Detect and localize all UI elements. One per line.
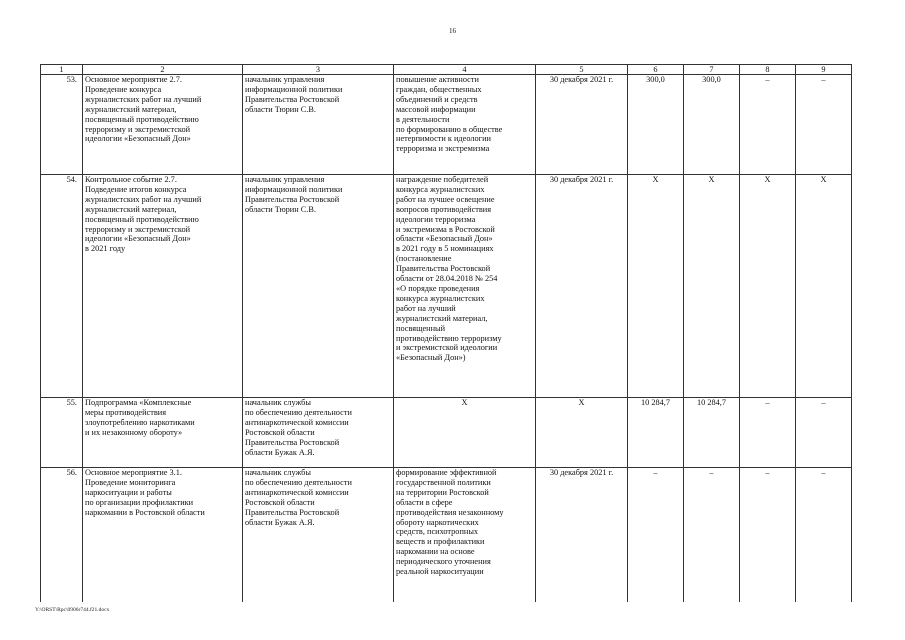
expected-result: повышение активности граждан, общественных объединений и средств массовой информации в деятельности по формированию в обществе нетерпимости к идеологии терроризма и экстремизма: [394, 75, 536, 175]
table-row: [41, 75, 852, 175]
column-header: 2: [83, 65, 243, 75]
row-number: 56.: [41, 468, 83, 603]
value-col-6: Х: [628, 175, 684, 398]
column-header: 9: [796, 65, 852, 75]
row-number: 55.: [41, 398, 83, 468]
column-header: 6: [628, 65, 684, 75]
deadline: 30 декабря 2021 г.: [536, 468, 628, 603]
table-header-row: [41, 65, 852, 75]
measures-table: [40, 64, 852, 602]
responsible-person: начальник службы по обеспечению деятельности антинаркотической комиссии Ростовской области Правительства Ростовской области Бужак А.Я.: [243, 468, 394, 603]
column-header: 5: [536, 65, 628, 75]
measure-name: Основное мероприятие 3.1. Проведение мониторинга наркоситуации и работы по организации профилактики наркомании в Ростовской области: [83, 468, 243, 603]
table-row: [41, 398, 852, 468]
value-col-8: –: [740, 398, 796, 468]
value-col-8: Х: [740, 175, 796, 398]
responsible-person: начальник управления информационной политики Правительства Ростовской области Тюрин С.В.: [243, 75, 394, 175]
measure-name: Подпрограмма «Комплексные меры противодействия злоупотреблению наркотиками и их незаконному обороту»: [83, 398, 243, 468]
column-header: 4: [394, 65, 536, 75]
value-col-7: Х: [684, 175, 740, 398]
expected-result: формирование эффективной государственной политики на территории Ростовской области в сфере противодействия незаконному обороту наркотических средств, психотропных веществ и профилактики наркомании на основе периодического уточнения реальной наркоситуации: [394, 468, 536, 603]
table-row: [41, 175, 852, 398]
value-col-6: 10 284,7: [628, 398, 684, 468]
table-row: [41, 468, 852, 603]
row-number: 54.: [41, 175, 83, 398]
responsible-person: начальник управления информационной политики Правительства Ростовской области Тюрин С.В.: [243, 175, 394, 398]
value-col-8: –: [740, 468, 796, 603]
value-col-7: 300,0: [684, 75, 740, 175]
value-col-9: –: [796, 468, 852, 603]
column-header: 3: [243, 65, 394, 75]
value-col-9: –: [796, 398, 852, 468]
value-col-7: 10 284,7: [684, 398, 740, 468]
value-col-9: Х: [796, 175, 852, 398]
value-col-7: –: [684, 468, 740, 603]
row-number: 53.: [41, 75, 83, 175]
file-path-footer: Y:\ORST\Rpc\0906r744.f21.docx: [35, 607, 110, 613]
column-header: 7: [684, 65, 740, 75]
page-number: 16: [449, 27, 456, 35]
column-header: 8: [740, 65, 796, 75]
deadline: Х: [536, 398, 628, 468]
column-header: 1: [41, 65, 83, 75]
value-col-6: –: [628, 468, 684, 603]
value-col-8: –: [740, 75, 796, 175]
measure-name: Контрольное событие 2.7. Подведение итогов конкурса журналистских работ на лучший журналистский материал, посвященный противодействию терроризму и экстремистской идеологии «Безопасный Дон» в 2021 году: [83, 175, 243, 398]
deadline: 30 декабря 2021 г.: [536, 75, 628, 175]
value-col-9: –: [796, 75, 852, 175]
value-col-6: 300,0: [628, 75, 684, 175]
responsible-person: начальник службы по обеспечению деятельности антинаркотической комиссии Ростовской области Правительства Ростовской области Бужак А.Я.: [243, 398, 394, 468]
expected-result: награждение победителей конкурса журналистских работ на лучшее освещение вопросов противодействия идеологии терроризма и экстремизма в Ростовской области «Безопасный Дон» в 2021 году в 5 номинациях (постановление Правительства Ростовской области от 28.04.2018 № 254 «О порядке проведения конкурса журналистских работ на лучший журналистский материал, посвященный противодействию терроризму и экстремистской идеологии «Безопасный Дон»): [394, 175, 536, 398]
expected-result: Х: [394, 398, 536, 468]
deadline: 30 декабря 2021 г.: [536, 175, 628, 398]
measure-name: Основное мероприятие 2.7. Проведение конкурса журналистских работ на лучший журналистский материал, посвященный противодействию терроризму и экстремистской идеологии «Безопасный Дон»: [83, 75, 243, 175]
